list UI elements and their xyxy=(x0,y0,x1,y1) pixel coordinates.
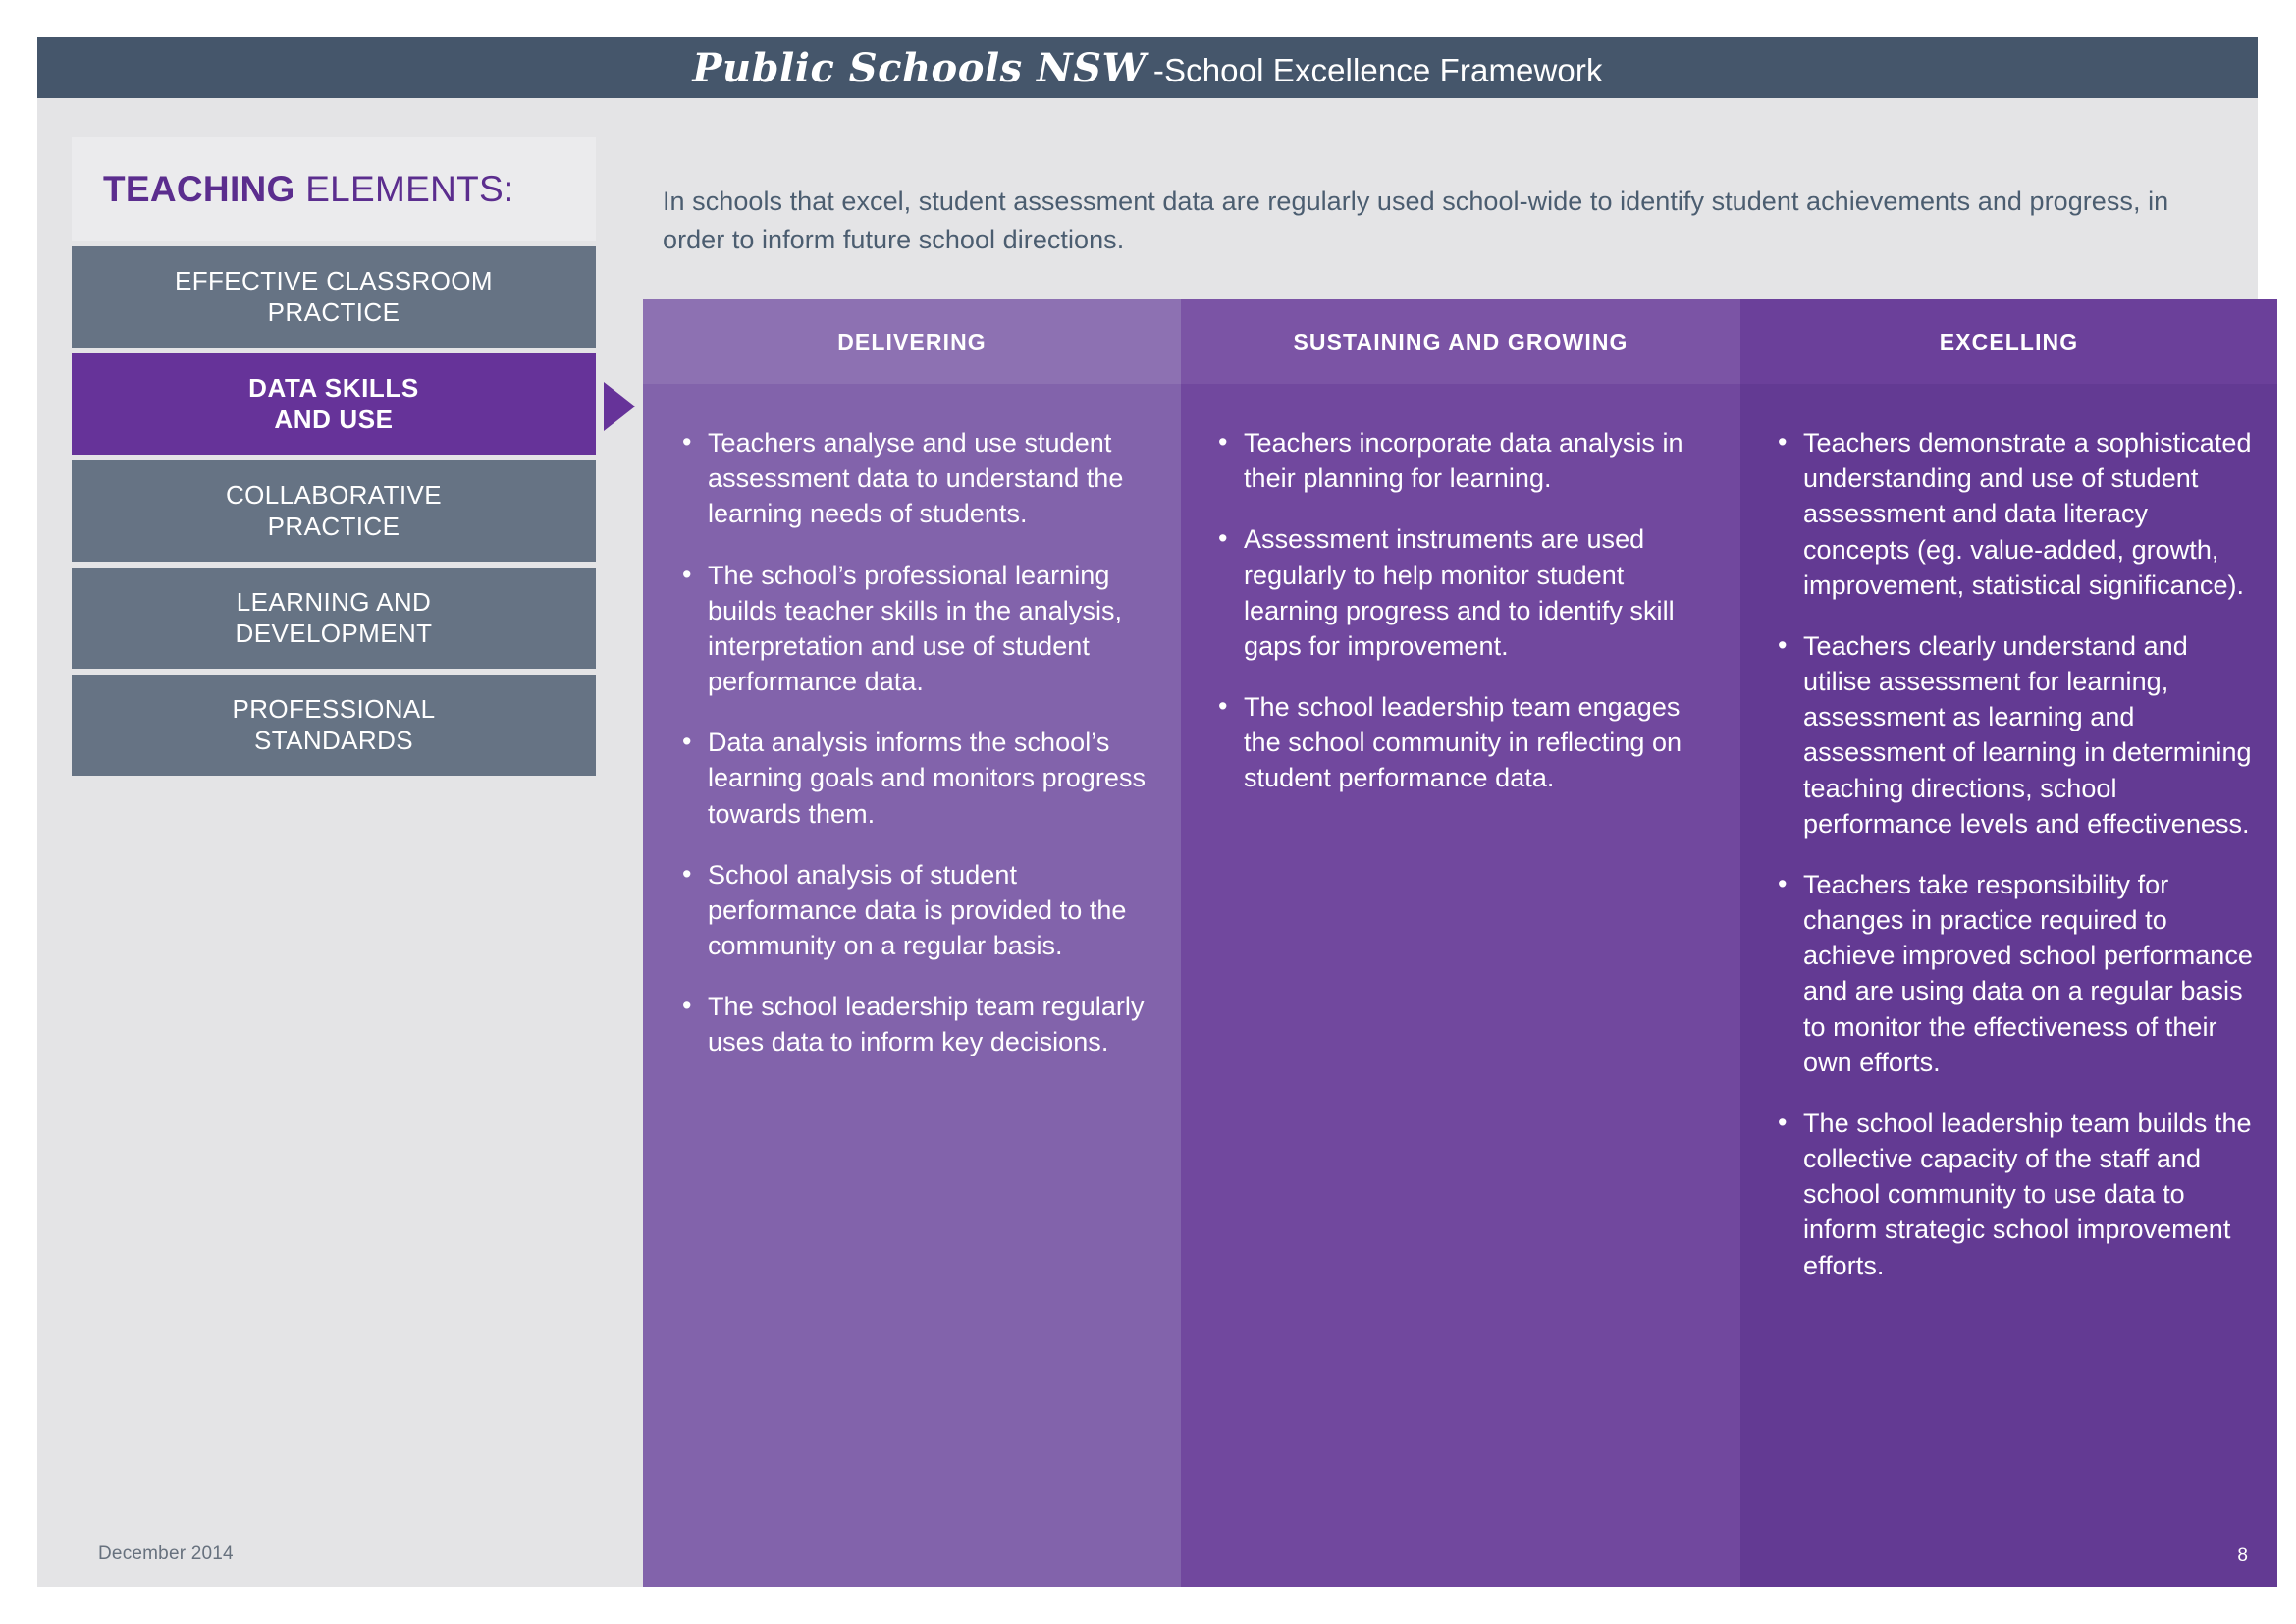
list-item: • School analysis of student performance data is provided to the community on a regular basis. xyxy=(682,857,1157,964)
page-number: 8 xyxy=(2237,1545,2248,1566)
list-item: • Teachers clearly understand and utilise assessment for learning, assessment as learning and assessment of learning in determining teaching directions, school performance levels and effectiveness. xyxy=(1778,628,2254,841)
column-body-delivering xyxy=(643,384,1181,1587)
sidebar-item-label-line2: STANDARDS xyxy=(253,725,414,755)
footer-date: December 2014 xyxy=(98,1543,234,1564)
page-title xyxy=(692,45,1602,91)
column-header-sustaining-and-growing: SUSTAINING AND GROWING xyxy=(1181,299,1740,384)
column-header-delivering: DELIVERING xyxy=(643,299,1181,384)
list-item: • The school’s professional learning builds teacher skills in the analysis, interpretation and use of student performance data. xyxy=(682,558,1157,700)
list-item: • Data analysis informs the school’s learning goals and monitors progress towards them. xyxy=(682,725,1157,832)
column-delivering xyxy=(643,299,1181,1587)
teaching-elements-sidebar xyxy=(72,137,596,782)
sidebar-title-light: ELEMENTS: xyxy=(294,168,514,209)
list-item: • Teachers demonstrate a sophisticated understanding and use of student assessment and data literacy concepts (eg. value-added, growth, improvement, statistical significance). xyxy=(1778,425,2254,603)
bullet-list-excelling xyxy=(1778,425,2254,1283)
sidebar-item-label-line1: LEARNING AND xyxy=(236,586,432,617)
sidebar-item-label-line1: EFFECTIVE CLASSROOM xyxy=(175,265,493,296)
intro-description: In schools that excel, student assessment data are regularly used school-wide to identify student achievements and progress, in order to inform future school directions. xyxy=(663,187,2169,254)
excellence-levels-table xyxy=(643,299,2277,1587)
selection-arrow-icon xyxy=(604,382,635,431)
list-item: • Teachers incorporate data analysis in their planning for learning. xyxy=(1218,425,1711,496)
sidebar-item-label-line2: DEVELOPMENT xyxy=(235,618,433,648)
list-item: • The school leadership team builds the collective capacity of the staff and school community to use data to inform strategic school improvement efforts. xyxy=(1778,1106,2254,1283)
header-bar xyxy=(37,37,2258,98)
list-item: • Teachers take responsibility for changes in practice required to achieve improved school performance and are using data on a regular basis to monitor the effectiveness of their own efforts. xyxy=(1778,867,2254,1080)
brand-name: Public Schools NSW xyxy=(692,44,1147,91)
sidebar-item-label-line2: PRACTICE xyxy=(267,297,400,327)
header-separator: - xyxy=(1152,51,1165,88)
bullet-list-sustaining-and-growing xyxy=(1218,425,1711,796)
list-item: • The school leadership team engages the school community in reflecting on student performance data. xyxy=(1218,689,1711,796)
sidebar-title-box xyxy=(72,137,596,241)
sidebar-item-professional-standards[interactable] xyxy=(72,675,596,776)
sidebar-item-effective-classroom-practice[interactable] xyxy=(72,246,596,348)
header-subtitle: School Excellence Framework xyxy=(1164,51,1603,88)
sidebar-item-label-line2: AND USE xyxy=(274,404,394,434)
sidebar-item-label-line1: PROFESSIONAL xyxy=(232,693,436,724)
list-item: • Teachers analyse and use student assessment data to understand the learning needs of students. xyxy=(682,425,1157,532)
bullet-list-delivering xyxy=(682,425,1157,1060)
column-excelling xyxy=(1740,299,2277,1587)
sidebar-title-strong: TEACHING xyxy=(103,168,295,209)
sidebar-item-label-line2: PRACTICE xyxy=(267,511,400,541)
sidebar-item-collaborative-practice[interactable] xyxy=(72,460,596,562)
sidebar-item-label-line1: COLLABORATIVE xyxy=(225,479,442,510)
column-body-sustaining-and-growing xyxy=(1181,384,1740,1587)
column-body-excelling xyxy=(1740,384,2277,1587)
sidebar-title xyxy=(103,169,514,210)
list-item: • The school leadership team regularly uses data to inform key decisions. xyxy=(682,989,1157,1059)
column-sustaining-and-growing xyxy=(1181,299,1740,1587)
column-header-excelling: EXCELLING xyxy=(1740,299,2277,384)
sidebar-item-learning-and-development[interactable] xyxy=(72,568,596,669)
sidebar-item-label-line1: DATA SKILLS xyxy=(248,372,419,403)
sidebar-item-data-skills-and-use[interactable] xyxy=(72,353,596,455)
sidebar-item-list xyxy=(72,246,596,776)
list-item: • Assessment instruments are used regularly to help monitor student learning progress and to identify skill gaps for improvement. xyxy=(1218,521,1711,664)
